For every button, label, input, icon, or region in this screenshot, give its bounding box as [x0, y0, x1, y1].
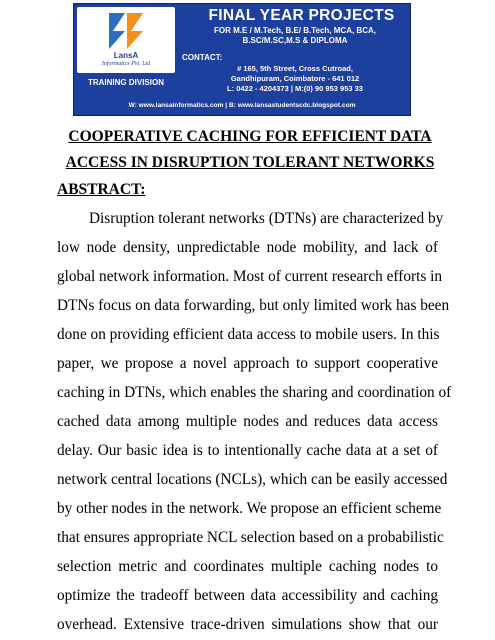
address-line-2: Gandhipuram, Coimbatore - 641 012 [230, 74, 360, 83]
body-line: by other nodes in the network. We propose an efficient scheme [57, 500, 442, 517]
document-title-line-1: COOPERATIVE CACHING FOR EFFICIENT DATA [68, 128, 432, 145]
company-logo [77, 7, 175, 73]
degrees-line-2: B.SC/M.SC,M.S & DIPLOMA [242, 36, 348, 45]
banner-title: FINAL YEAR PROJECTS [208, 7, 395, 24]
body-line: cached data among multiple nodes and reduces data access [57, 413, 438, 430]
abstract-body [57, 204, 452, 639]
body-line: delay. Our basic idea is to intentionally cache data at a set of [57, 442, 438, 459]
document-title-line-2: ACCESS IN DISRUPTION TOLERANT NETWORKS [65, 154, 435, 171]
abstract-heading: ABSTRACT: [57, 181, 146, 198]
banner-degrees [179, 26, 411, 46]
body-line: done on providing efficient data access to mobile users. In this [57, 326, 440, 343]
body-line: selection metric and coordinates multiple caching nodes to [57, 558, 438, 575]
body-line: paper, we propose a novel approach to support cooperative [57, 355, 438, 372]
lansa-logo-icon [105, 11, 147, 51]
logo-name: LansA [113, 51, 139, 60]
body-line: low node density, unpredictable node mobility, and lack of [57, 239, 438, 256]
body-line: optimize the tradeoff between data accessibility and caching [57, 587, 438, 604]
body-line: Disruption tolerant networks (DTNs) are characterized by [89, 210, 444, 227]
web-line: W: www.lansainformatics.com | B: www.lansastudentscdc.blogspot.com [128, 102, 356, 109]
contact-label: CONTACT: [182, 53, 223, 62]
banner-address [179, 64, 411, 94]
header-banner [73, 3, 411, 116]
body-line: global network information. Most of current research efforts in [57, 268, 442, 285]
address-line-1: # 165, 5th Street, Cross Cutroad, [237, 64, 353, 73]
phone-line: L: 0422 - 4204373 | M:(0) 90 953 953 33 [227, 84, 363, 93]
body-line: overhead. Extensive trace-driven simulations show that our [57, 616, 438, 633]
body-line: that ensures appropriate NCL selection based on a probabilistic [57, 529, 444, 546]
body-line: caching in DTNs, which enables the sharing and coordination of [57, 384, 452, 401]
training-division-label: TRAINING DIVISION [87, 78, 164, 87]
body-line: DTNs focus on data forwarding, but only limited work has been [57, 297, 450, 314]
degrees-line-1: FOR M.E / M.Tech, B.E/ B.Tech, MCA, BCA, [214, 26, 376, 35]
logo-tagline: Informatics Pvt. Ltd [101, 61, 151, 67]
body-line: network central locations (NCLs), which can be easily accessed [57, 471, 448, 488]
